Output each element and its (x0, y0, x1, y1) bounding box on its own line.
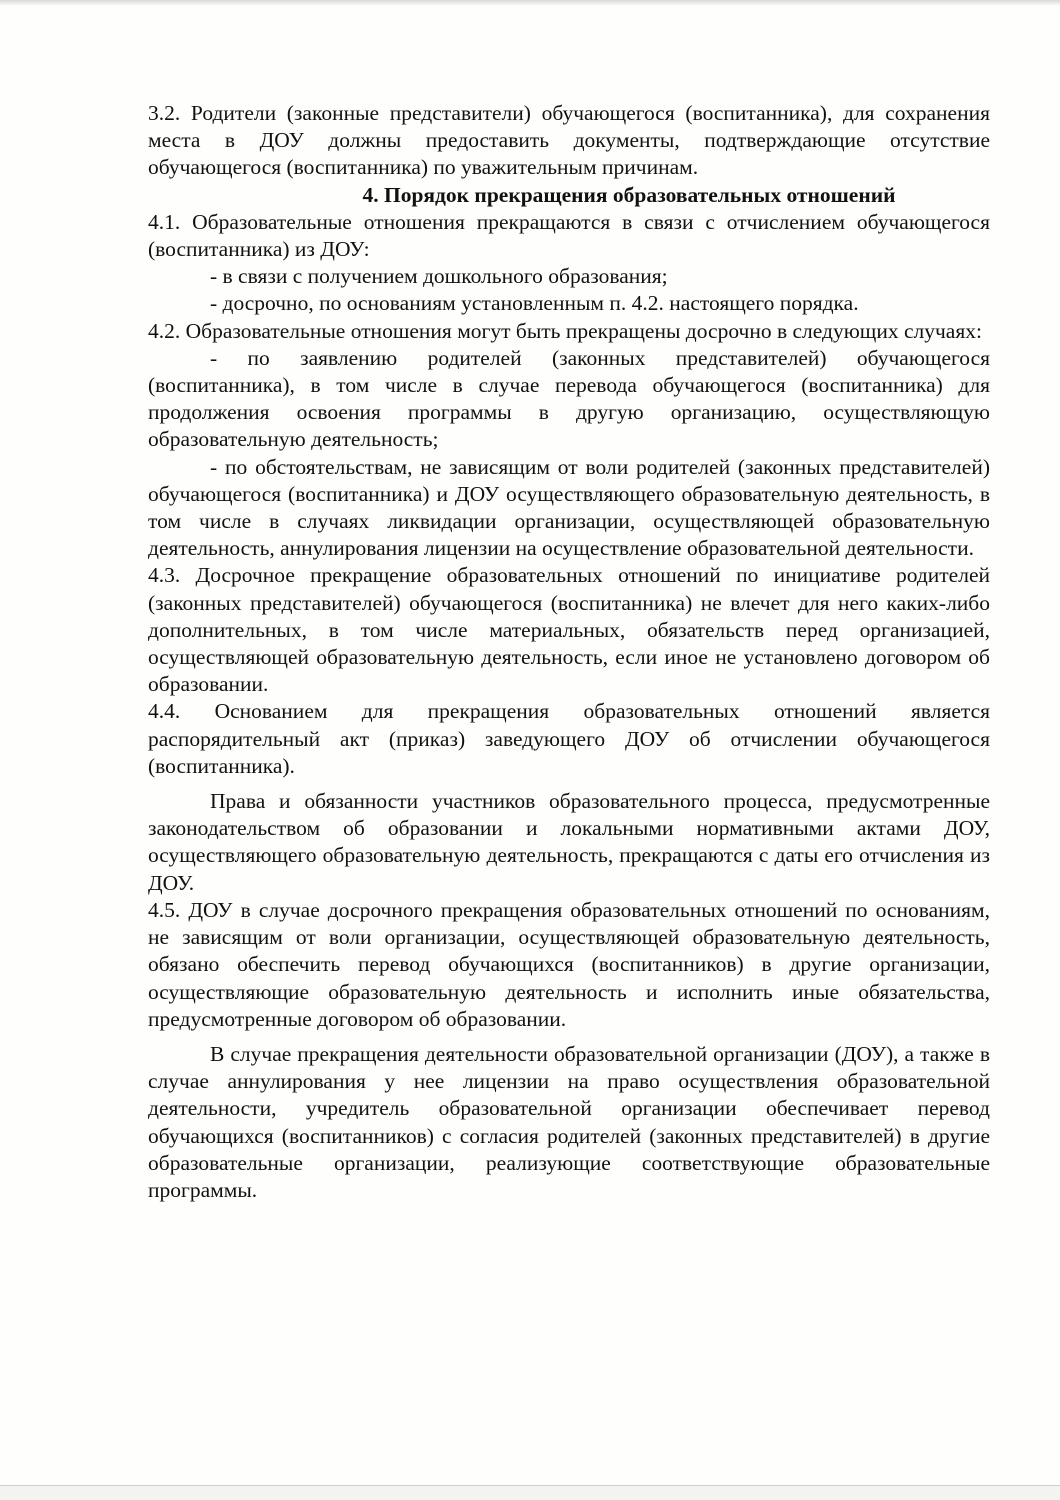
paragraph-4-3: 4.3. Досрочное прекращение образовательных отношений по инициативе родителей (законных представителей) обучающегося (воспитанника) не влечет для него каких-либо дополнительных, в том числе материальных, обязательств перед организацией, осуществляющей образовательную деятельность, если иное не установлено договором об образовании. (148, 563, 990, 697)
list-item: - по заявлению родителей (законных представителей) обучающегося (воспитанника), в том числе в случае перевода обучающегося (воспитанника) для продолжения освоения программы в другую организацию, осуществляющую образовательную деятельность; (148, 345, 990, 452)
list-item: - в связи с получением дошкольного образования; (210, 264, 668, 289)
list-item: - по обстоятельствам, не зависящим от воли родителей (законных представителей) обучающегося (воспитанника) и ДОУ осуществляющего образовательную деятельность, в том числе в случаях ликвидации организации, осуществляющей образовательную деятельность, аннулирования лицензии на осуществление образовательной деятельности. (148, 454, 990, 561)
paragraph-4-1: 4.1. Образовательные отношения прекращаются в связи с отчислением обучающегося (воспитанника) из ДОУ: (148, 209, 990, 262)
paragraph-4-2: 4.2. Образовательные отношения могут быть прекращены досрочно в следующих случаях: (148, 318, 982, 343)
paragraph-4-5-closure: В случае прекращения деятельности образовательной организации (ДОУ), а также в случае аннулирования у нее лицензии на право осуществления образовательной деятельности, учредитель образовательной организации обеспечивает перевод обучающихся (воспитанников) с согласия родителей (законных представителей) в другие образовательные организации, реализующие соответствующие образовательные программы. (148, 1041, 990, 1202)
paragraph-4-5: 4.5. ДОУ в случае досрочного прекращения образовательных отношений по основаниям, не зависящим от воли организации, осуществляющей образовательную деятельность, обязано обеспечить перевод обучающихся (воспитанников) в другие организации, осуществляющие образовательную деятельность и исполнить иные обязательства, предусмотренные договором об образовании. (148, 897, 990, 1031)
list-item: - досрочно, по основаниям установленным п. 4.2. настоящего порядка. (210, 291, 859, 316)
document-body (148, 100, 990, 1204)
paragraph-4-4: 4.4. Основанием для прекращения образовательных отношений является распорядительный акт (приказ) заведующего ДОУ об отчислении обучающегося (воспитанника). (148, 699, 990, 778)
section-4-heading: 4. Порядок прекращения образовательных отношений (362, 182, 896, 207)
scan-bottom-edge (0, 1485, 1060, 1500)
paragraph-4-4-rights: Права и обязанности участников образовательного процесса, предусмотренные законодательством об образовании и локальными нормативными актами ДОУ, осуществляющего образовательную деятельность, прекращаются с даты его отчисления из ДОУ. (148, 789, 990, 895)
paragraph-3-2: 3.2. Родители (законные представители) обучающегося (воспитанника), для сохранения места в ДОУ должны предоставить документы, подтверждающие отсутствие обучающегося (воспитанника) по уважительным причинам. (148, 101, 990, 180)
scan-top-edge (0, 0, 1060, 6)
